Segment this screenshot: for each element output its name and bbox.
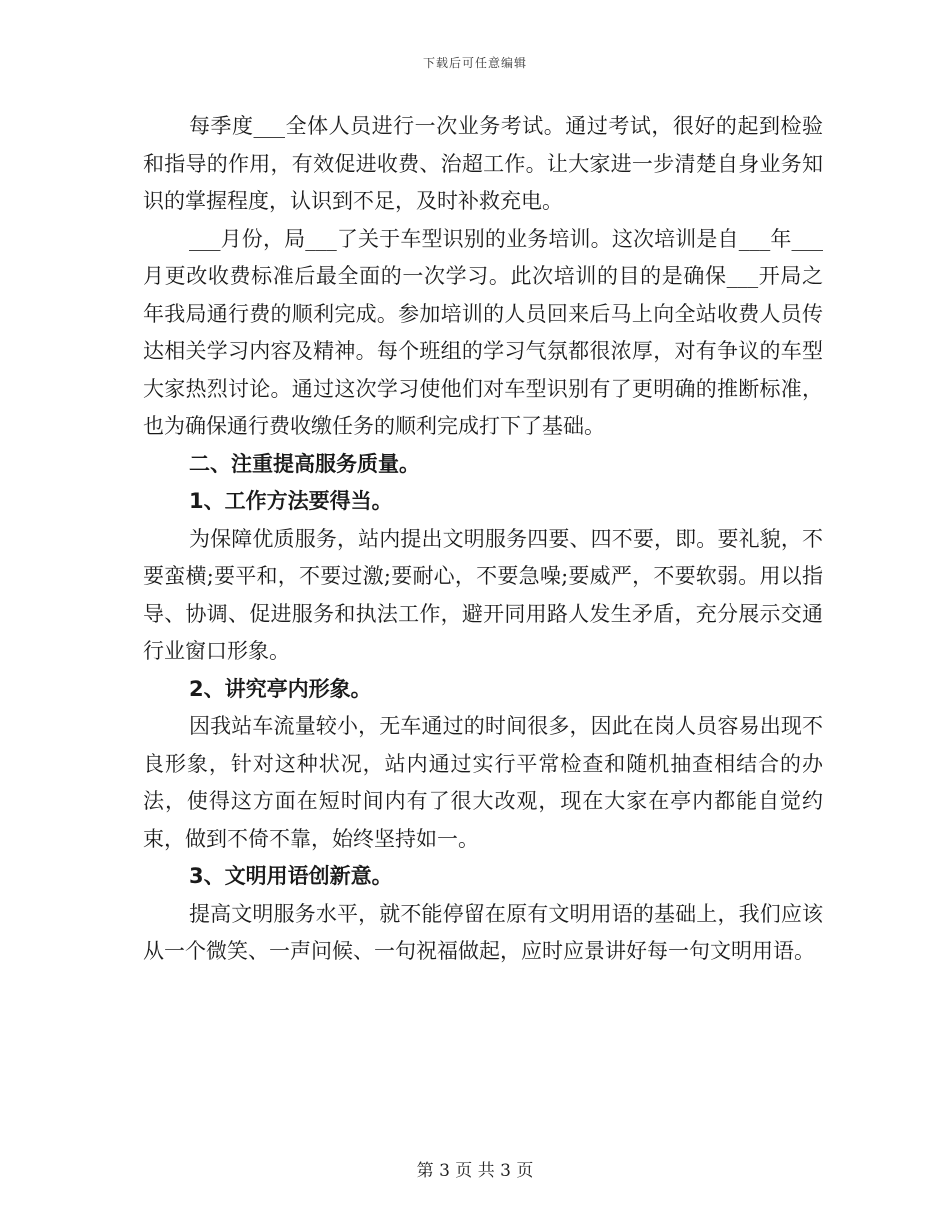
paragraph-quarterly-exam: 每季度___全体人员进行一次业务考试。通过考试，很好的起到检验和指导的作用，有效促进收费、治超工作。让大家进一步清楚自身业务知识的掌握程度，认识到不足，及时补救充电。 (143, 114, 823, 213)
page-header: 下载后可任意编辑 (422, 56, 527, 70)
subheading-civilized-language: 3、文明用语创新意。 (189, 864, 393, 888)
subheading-work-method: 1、工作方法要得当。 (189, 489, 393, 513)
page-footer: 第 3 页 共 3 页 (416, 1161, 534, 1181)
paragraph-civilized-language: 提高文明服务水平，就不能停留在原有文明用语的基础上，我们应该从一个微笑、一声问候、一句祝福做起，应时应景讲好每一句文明用语。 (143, 901, 823, 963)
paragraph-civilized-service: 为保障优质服务，站内提出文明服务四要、四不要，即。要礼貌，不要蛮横;要平和，不要过激;要耐心，不要急噪;要威严，不要软弱。用以指导、协调、促进服务和执法工作，避开同用路人发生矛盾，充分展示交通行业窗口形象。 (143, 526, 823, 663)
section-heading-service-quality: 二、注重提高服务质量。 (189, 451, 420, 476)
subheading-booth-image: 2、讲究亭内形象。 (189, 676, 372, 701)
document-body (143, 108, 823, 971)
paragraph-booth-image: 因我站车流量较小，无车通过的时间很多，因此在岗人员容易出现不良形象，针对这种状况，站内通过实行平常检查和随机抽查相结合的办法，使得这方面在短时间内有了很大改观，现在大家在亭内都能自觉约束，做到不倚不靠，始终坚持如一。 (143, 714, 823, 851)
paragraph-vehicle-training: ___月份，局___了关于车型识别的业务培训。这次培训是自___年___月更改收费标准后最全面的一次学习。此次培训的目的是确保___开局之年我局通行费的顺利完成。参加培训的人员回来后马上向全站收费人员传达相关学习内容及精神。每个班组的学习气氛都很浓厚，对有争议的车型大家热烈讨论。通过这次学习使他们对车型识别有了更明确的推断标准，也为确保通行费收缴任务的顺利完成打下了基础。 (143, 226, 823, 438)
